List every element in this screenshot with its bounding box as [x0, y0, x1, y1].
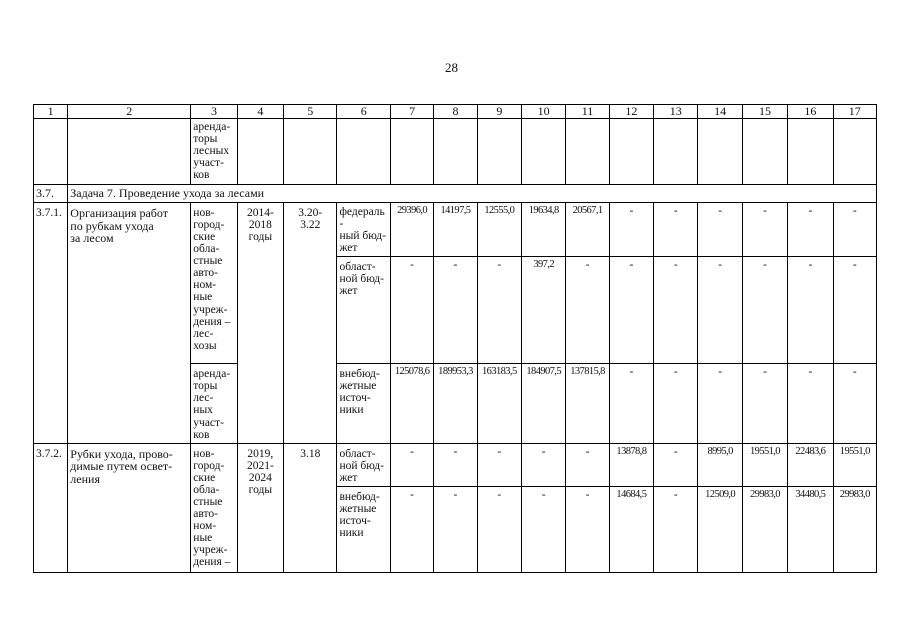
funding-source: област- ной бюд- жет — [337, 443, 390, 486]
funding-source: област- ной бюд- жет — [337, 257, 390, 364]
item-name: Организация работ по рубкам ухода за лесом — [68, 203, 191, 444]
value-cell: - — [833, 364, 876, 443]
value-cell: - — [742, 364, 787, 443]
executor-cell: нов- город- ские обла- стные авто- ном- ные учреж- дения – — [191, 443, 237, 572]
task-row — [34, 185, 877, 203]
value-cell: 14197,5 — [434, 203, 477, 257]
col-header-4: 4 — [237, 105, 283, 119]
indicator-cell: 3.18 — [284, 443, 337, 572]
value-cell: - — [654, 257, 698, 364]
value-cell: - — [654, 443, 698, 486]
value-cell: 19634,8 — [522, 203, 566, 257]
value-cell: - — [434, 486, 477, 572]
value-cell: 12509,0 — [698, 486, 742, 572]
period-cell: 2014- 2018 годы — [237, 203, 283, 444]
task-number: 3.7. — [34, 185, 68, 203]
table-row — [34, 119, 877, 185]
value-cell: - — [477, 443, 521, 486]
value-cell: 125078,6 — [390, 364, 433, 443]
col-header-14: 14 — [698, 105, 742, 119]
value-cell: - — [833, 257, 876, 364]
executor-cell: аренда- торы лесных участ- ков — [191, 119, 237, 185]
value-cell: - — [698, 364, 742, 443]
value-cell: - — [742, 203, 787, 257]
col-header-8: 8 — [434, 105, 477, 119]
period-cell: 2019, 2021- 2024 годы — [237, 443, 283, 572]
table-row — [34, 203, 877, 257]
funding-source: внебюд- жетные источ- ники — [337, 486, 390, 572]
value-cell: - — [698, 257, 742, 364]
value-cell: - — [566, 257, 609, 364]
value-cell: - — [434, 443, 477, 486]
value-cell: 22483,6 — [788, 443, 833, 486]
value-cell: - — [742, 257, 787, 364]
col-header-3: 3 — [191, 105, 237, 119]
value-cell: - — [477, 486, 521, 572]
value-cell: 8995,0 — [698, 443, 742, 486]
col-header-7: 7 — [390, 105, 433, 119]
item-number: 3.7.2. — [34, 443, 68, 572]
page-number: 28 — [445, 60, 458, 75]
value-cell: - — [788, 257, 833, 364]
column-number-row — [34, 105, 877, 119]
item-number: 3.7.1. — [34, 203, 68, 444]
executor-cell: аренда- торы лес- ных участ- ков — [191, 364, 237, 443]
value-cell: - — [698, 203, 742, 257]
col-header-11: 11 — [566, 105, 609, 119]
value-cell: 397,2 — [522, 257, 566, 364]
value-cell: - — [609, 203, 653, 257]
col-header-12: 12 — [609, 105, 653, 119]
value-cell: - — [654, 486, 698, 572]
value-cell: 13878,8 — [609, 443, 653, 486]
value-cell: - — [390, 486, 433, 572]
col-header-5: 5 — [284, 105, 337, 119]
value-cell: 189953,3 — [434, 364, 477, 443]
col-header-17: 17 — [833, 105, 876, 119]
funding-source: федераль- ный бюд- жет — [337, 203, 390, 257]
value-cell: - — [434, 257, 477, 364]
value-cell: - — [477, 257, 521, 364]
value-cell: 137815,8 — [566, 364, 609, 443]
value-cell: 14684,5 — [609, 486, 653, 572]
col-header-2: 2 — [68, 105, 191, 119]
col-header-1: 1 — [34, 105, 68, 119]
value-cell: 163183,5 — [477, 364, 521, 443]
item-name: Рубки ухода, прово- димые путем освет- ления — [68, 443, 191, 572]
program-table — [33, 104, 877, 573]
value-cell: - — [390, 443, 433, 486]
value-cell: - — [788, 203, 833, 257]
table-row — [34, 443, 877, 486]
value-cell: - — [566, 443, 609, 486]
value-cell: 29396,0 — [390, 203, 433, 257]
value-cell: - — [390, 257, 433, 364]
value-cell: 19551,0 — [833, 443, 876, 486]
indicator-cell: 3.20- 3.22 — [284, 203, 337, 444]
executor-cell: нов- город- ские обла- стные авто- ном- ные учреж- дения – лес- хозы — [191, 203, 237, 364]
col-header-15: 15 — [742, 105, 787, 119]
value-cell: 184907,5 — [522, 364, 566, 443]
value-cell: - — [654, 203, 698, 257]
value-cell: - — [566, 486, 609, 572]
value-cell: - — [788, 364, 833, 443]
value-cell: 20567,1 — [566, 203, 609, 257]
value-cell: - — [522, 486, 566, 572]
value-cell: - — [522, 443, 566, 486]
col-header-6: 6 — [337, 105, 390, 119]
value-cell: - — [833, 203, 876, 257]
col-header-13: 13 — [654, 105, 698, 119]
value-cell: 19551,0 — [742, 443, 787, 486]
col-header-9: 9 — [477, 105, 521, 119]
value-cell: 34480,5 — [788, 486, 833, 572]
funding-source: внебюд- жетные источ- ники — [337, 364, 390, 443]
value-cell: 12555,0 — [477, 203, 521, 257]
value-cell: 29983,0 — [742, 486, 787, 572]
value-cell: 29983,0 — [833, 486, 876, 572]
value-cell: - — [609, 364, 653, 443]
value-cell: - — [609, 257, 653, 364]
task-title: Задача 7. Проведение ухода за лесами — [68, 185, 877, 203]
value-cell: - — [654, 364, 698, 443]
col-header-16: 16 — [788, 105, 833, 119]
col-header-10: 10 — [522, 105, 566, 119]
